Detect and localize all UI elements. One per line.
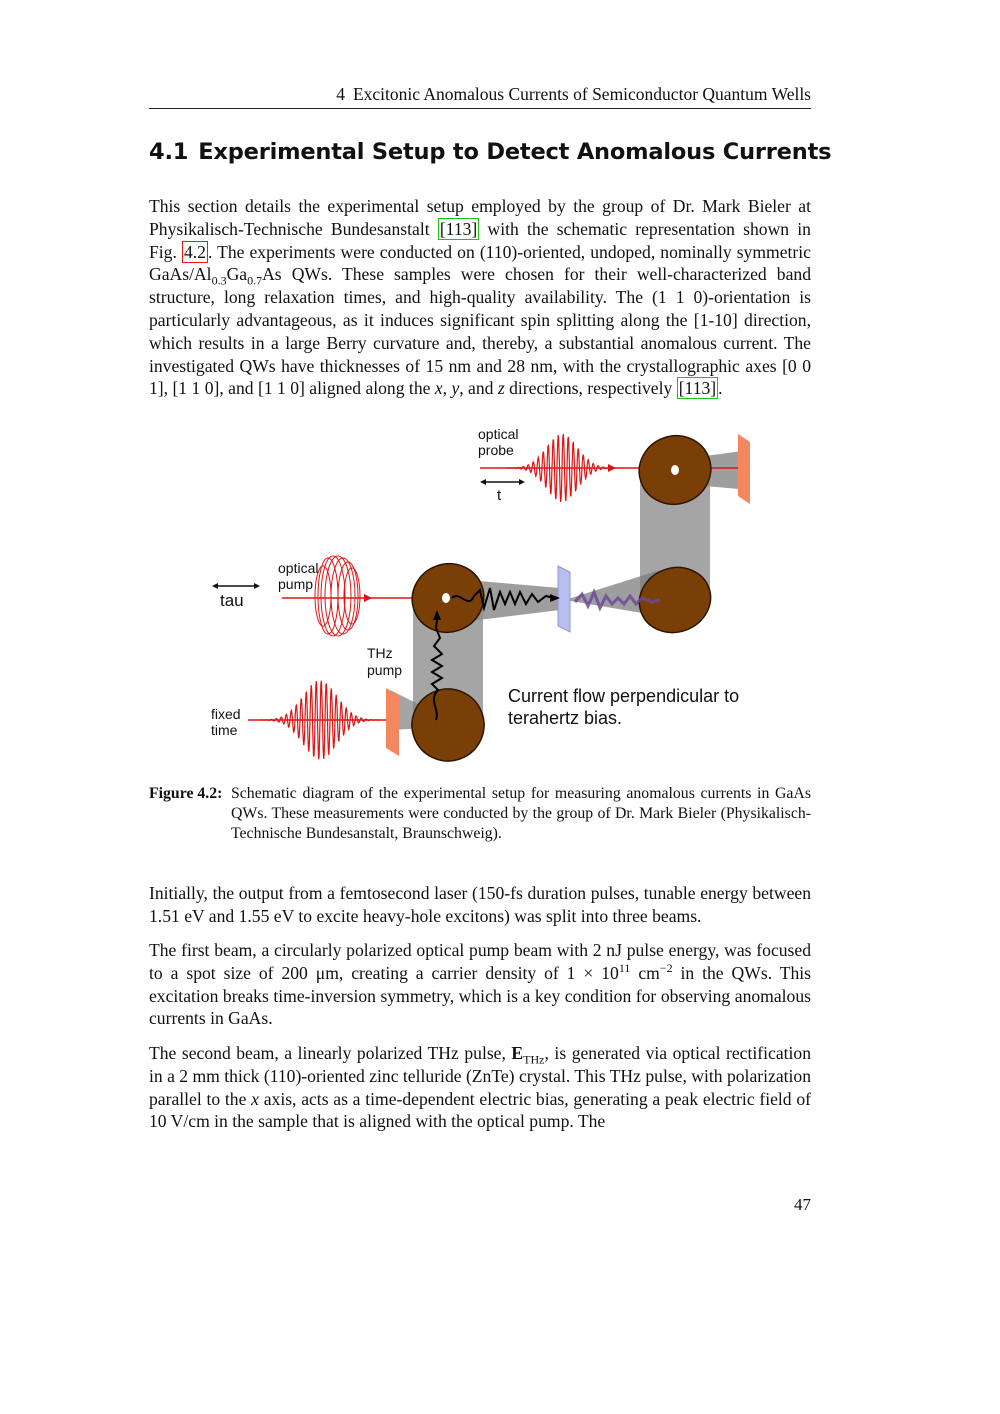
math-var: z xyxy=(497,378,505,399)
subscript: 0.3 xyxy=(211,273,227,288)
optical-probe-label-1: optical xyxy=(478,426,519,442)
paragraph-3 xyxy=(149,939,811,1030)
figure-caption xyxy=(149,784,811,844)
text-run: in the QWs. This excitation breaks time-inversion symmetry, which is a key condition for observing anomalous currents in GaAs. xyxy=(149,962,811,1029)
text-run: As QWs. These samples were chosen for their well-characterized band structure, long relaxation times, and high-quality availability. The (1 1 0)-orientation is particularly advantageous, as it induces significant spin splitting along the [1-10] direction, which results in a large Berry curvature and, thereby, a substantial anomalous current. The investigated QWs have thicknesses of 15 nm and 28 nm, with the crystallographic axes [0 0 1], [1 1 0], and [1 1 0] aligned along the xyxy=(149,264,811,399)
probe-filter xyxy=(738,434,750,504)
setup-figure xyxy=(200,420,770,770)
t-arrowhead-left xyxy=(480,479,486,485)
page-number: 47 xyxy=(794,1195,811,1214)
tau-arrowhead-right xyxy=(254,583,260,589)
text-run: , and xyxy=(459,378,498,399)
math-var: y xyxy=(451,378,460,399)
detector-plate xyxy=(558,566,570,632)
text-run: The second beam, a linearly polarized THz pulse, xyxy=(149,1043,512,1063)
math-var: x xyxy=(434,378,443,399)
section-number: 4.1 xyxy=(149,139,189,165)
pump-arrowhead xyxy=(364,594,372,602)
caption-text: Schematic diagram of the experimental setup for measuring anomalous currents in GaAs QWs. These measurements were conducted by the group of Dr. Mark Bieler (Physikalisch-Technische Bundesanstalt, Braunschweig). xyxy=(231,785,811,842)
math-var: x xyxy=(251,1088,259,1109)
optical-pump-label-2: pump xyxy=(278,576,314,592)
optical-probe-label-2: probe xyxy=(478,442,514,458)
chapter-number: 4 xyxy=(336,84,345,104)
section-title: Experimental Setup to Detect Anomalous Currents xyxy=(198,139,832,165)
text-run: . The experiments were conducted on (110)-oriented, undoped, nominally symmetric GaAs/Al xyxy=(149,241,811,285)
text-run: This section details the experimental setup employed by the group of Dr. Mark Bieler at Physikalisch-Technische Bundesanstalt xyxy=(149,196,811,239)
sample-spot xyxy=(442,593,450,603)
math-bold-e: E xyxy=(511,1043,524,1063)
text-run: , xyxy=(442,378,452,399)
subscript: THz xyxy=(523,1052,545,1067)
fixed-time-pulse xyxy=(260,681,380,760)
running-header xyxy=(149,82,811,109)
paragraph-1 xyxy=(149,195,811,400)
superscript: 11 xyxy=(618,960,631,975)
optical-pump-label-1: optical xyxy=(278,560,319,576)
pump-helix-pulse xyxy=(315,556,360,636)
text-run: axis, acts as a time-dependent electric bias, generating a peak electric field of 10 V/cm in the sample that is aligned with the optical pump. The xyxy=(149,1088,812,1132)
caption-label: Figure 4.2: xyxy=(149,785,223,802)
setup-diagram xyxy=(200,420,770,770)
thz-filter xyxy=(386,688,399,756)
chapter-title: Excitonic Anomalous Currents of Semiconductor Quantum Wells xyxy=(352,84,811,104)
text-run: directions, respectively xyxy=(504,378,677,399)
fixed-time-label-2: time xyxy=(211,722,238,738)
superscript: −2 xyxy=(659,960,673,975)
text-run: , is generated via optical rectification in a 2 mm thick (110)-oriented zinc telluride (ZnTe) crystal. This THz pulse, with polarization parallel to the xyxy=(149,1043,812,1109)
text-run: cm xyxy=(630,962,660,983)
tau-arrowhead-left xyxy=(212,583,218,589)
current-flow-label-2: terahertz bias. xyxy=(508,708,623,728)
thz-pump-label-1: THz xyxy=(367,645,393,661)
crystal-spot xyxy=(671,465,679,475)
paragraph-2: Initially, the output from a femtosecond laser (150-fs duration pulses, tunable energy between 1.51 eV and 1.55 eV to excite heavy-hole excitons) was split into three beams. xyxy=(149,883,811,926)
citation-link[interactable]: [113] xyxy=(678,378,717,399)
subscript: 0.7 xyxy=(247,273,263,288)
section-heading xyxy=(149,136,849,168)
t-arrowhead-right xyxy=(519,479,525,485)
text-run: Ga xyxy=(226,264,248,285)
thz-pump-label-2: pump xyxy=(367,662,403,678)
paragraph-4 xyxy=(149,1042,811,1133)
current-flow-label-1: Current flow perpendicular to xyxy=(508,686,740,706)
t-label: t xyxy=(497,487,502,504)
text-run: The first beam, a circularly polarized optical pump beam with 2 nJ pulse energy, was focused to a spot size of 200 μm, creating a carrier density of 1 × 10 xyxy=(149,940,811,983)
tau-label: tau xyxy=(220,591,244,610)
text-run: with the schematic representation shown in Fig. xyxy=(149,218,811,262)
figure-ref-link[interactable]: 4.2 xyxy=(183,241,206,262)
citation-link[interactable]: [113] xyxy=(439,218,478,239)
probe-arrowhead xyxy=(608,464,616,472)
fixed-time-label-1: fixed xyxy=(211,706,241,722)
text-run: . xyxy=(718,378,723,399)
